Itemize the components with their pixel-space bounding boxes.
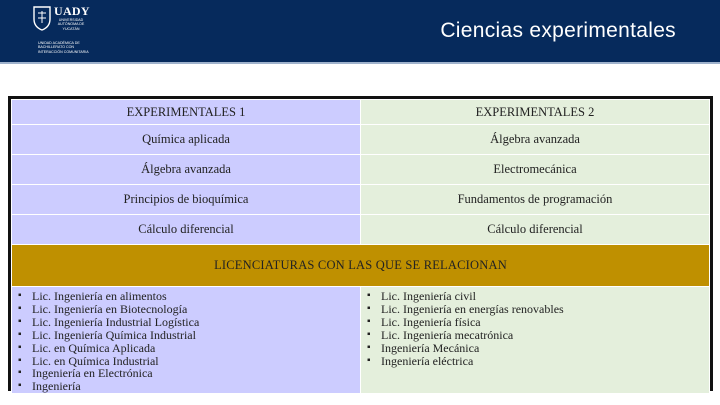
licenciaturas-list-right <box>361 290 709 367</box>
table-cell: Cálculo diferencial <box>12 215 361 245</box>
table-cell: Principios de bioquímica <box>12 185 361 215</box>
table-row <box>12 185 710 215</box>
list-item: ▪ Lic. en Química Aplicada <box>18 342 360 355</box>
logo-unit: UNIDAD ACADÉMICA DE BACHILLERATO CON INTERACCIÓN COMUNITARIA <box>38 41 89 54</box>
column-header-experimentales-2: EXPERIMENTALES 2 <box>361 100 710 125</box>
list-item: ▪ Ingeniería eléctrica <box>367 355 709 368</box>
list-item: ▪ Lic. Ingeniería en energías renovables <box>367 303 709 316</box>
table-cell: Electromecánica <box>361 155 710 185</box>
licenciaturas-list-row <box>12 287 710 394</box>
column-header-experimentales-1: EXPERIMENTALES 1 <box>12 100 361 125</box>
table-row <box>12 215 710 245</box>
list-item: ▪ Lic. Ingeniería en Biotecnología <box>18 303 360 316</box>
table-cell: Álgebra avanzada <box>12 155 361 185</box>
table-cell: Química aplicada <box>12 125 361 155</box>
uady-logo <box>32 4 90 58</box>
table-row <box>12 125 710 155</box>
licenciaturas-list-right-cell <box>361 287 710 394</box>
header-bar <box>0 0 720 62</box>
table-cell: Álgebra avanzada <box>361 125 710 155</box>
table-cell: Cálculo diferencial <box>361 215 710 245</box>
list-item: ▪ Ingeniería <box>18 380 360 393</box>
crest-icon <box>32 5 52 31</box>
licenciaturas-heading-row <box>12 245 710 287</box>
table-cell: Fundamentos de programación <box>361 185 710 215</box>
licenciaturas-heading: LICENCIATURAS CON LAS QUE SE RELACIONAN <box>12 245 710 287</box>
page-title: Ciencias experimentales <box>440 19 676 42</box>
list-item: ▪ Lic. Ingeniería en alimentos <box>18 290 360 303</box>
list-item: ▪ Ingeniería en Electrónica <box>18 367 360 380</box>
list-item: ▪ Lic. Ingeniería civil <box>367 290 709 303</box>
list-item: ▪ Lic. Ingeniería mecatrónica <box>367 329 709 342</box>
header-divider <box>0 62 720 64</box>
table-header-row <box>12 100 710 125</box>
logo-brand: UADY <box>54 4 90 18</box>
list-item: ▪ Lic. Ingeniería Química Industrial <box>18 329 360 342</box>
list-item: ▪ Lic. Ingeniería Industrial Logística <box>18 316 360 329</box>
logo-university: UNIVERSIDAD AUTÓNOMA DE YUCATÁN <box>57 18 85 31</box>
list-item: ▪ Lic. Ingeniería física <box>367 316 709 329</box>
licenciaturas-list-left <box>12 290 360 393</box>
table-row <box>12 155 710 185</box>
list-item: ▪ Lic. en Química Industrial <box>18 355 360 368</box>
licenciaturas-list-left-cell <box>12 287 361 394</box>
subjects-table <box>8 96 713 394</box>
list-item: ▪ Ingeniería Mecánica <box>367 342 709 355</box>
